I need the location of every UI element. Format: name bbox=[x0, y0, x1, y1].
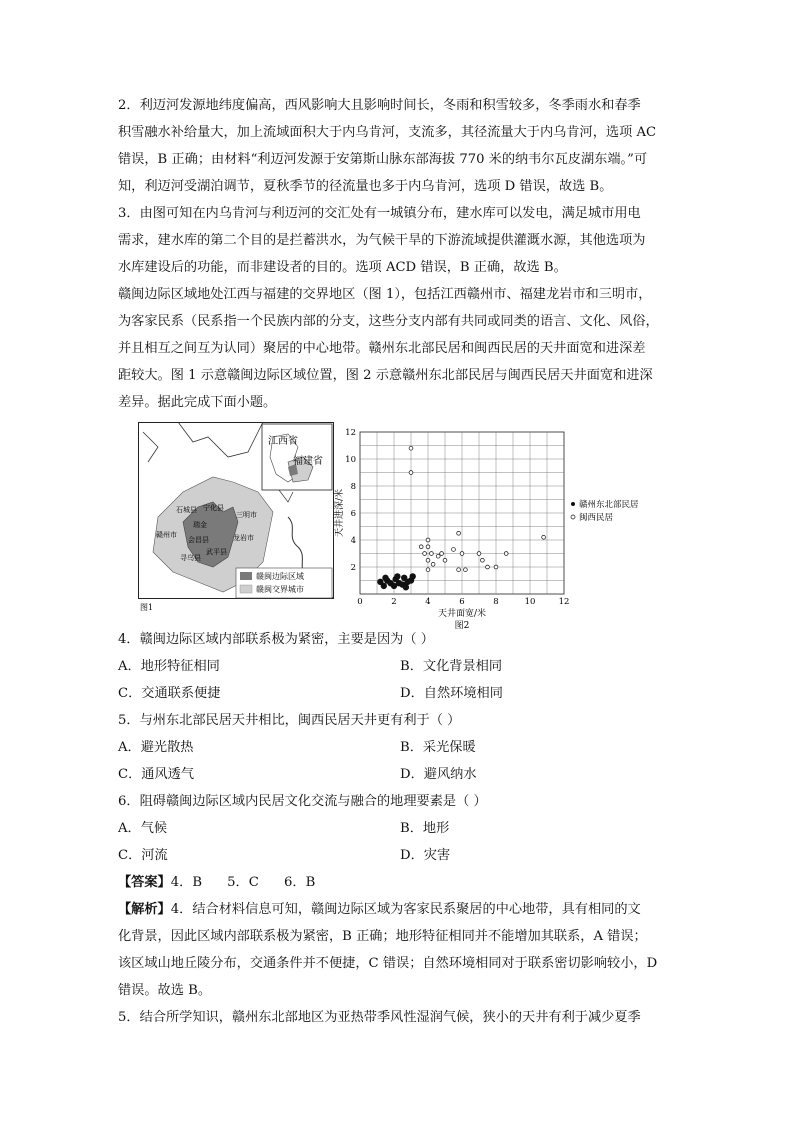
legend-marker-hollow bbox=[571, 515, 575, 519]
map-label: 三明市 bbox=[236, 511, 257, 519]
x-tick-label: 2 bbox=[391, 597, 397, 607]
point-minxi bbox=[426, 558, 430, 562]
y-tick-label: 2 bbox=[350, 563, 356, 573]
x-tick-label: 8 bbox=[493, 597, 499, 607]
option-d: D．自然环境相同 bbox=[400, 686, 503, 701]
text-line: 为客家民系（民系指一个民族内部的分支，这些分支内部有共同或同类的语言、文化、风俗， bbox=[118, 314, 659, 329]
text-line: 5．结合所学知识，赣州东北部地区为亚热带季风性湿润气候，狭小的天井有利于减少夏季 bbox=[118, 1010, 641, 1025]
figure-caption: 图1 bbox=[140, 603, 154, 612]
option-row bbox=[118, 653, 678, 680]
x-tick-labels bbox=[357, 597, 569, 607]
scatter-chart bbox=[334, 422, 678, 631]
map-label: 宁化县 bbox=[203, 504, 224, 512]
point-ganzhou bbox=[382, 575, 388, 581]
point-minxi bbox=[460, 552, 464, 556]
option-a: A．避光散热 bbox=[118, 740, 194, 755]
text-line: 错误。故选 B。 bbox=[118, 983, 212, 998]
point-minxi bbox=[494, 565, 498, 569]
explanation-3 bbox=[118, 200, 678, 281]
question-5 bbox=[118, 707, 678, 788]
text-line: 知，利迈河受湖泊调节，夏秋季节的径流量也多于内乌肯河，选项 D 错误，故选 B。 bbox=[118, 179, 613, 194]
legend-label: 赣州东北部民居 bbox=[579, 500, 639, 510]
point-minxi bbox=[477, 552, 481, 556]
map-label: 龙岩市 bbox=[233, 534, 254, 542]
option-row bbox=[118, 815, 678, 842]
option-row bbox=[118, 761, 678, 788]
option-d: D．灾害 bbox=[400, 848, 451, 863]
point-minxi bbox=[464, 568, 468, 572]
y-axis-label: 天井进深/米 bbox=[335, 488, 345, 537]
question-stem: 6．阻碍赣闽边际区域内民居文化交流与融合的地理要素是（ ） bbox=[118, 794, 487, 809]
text-line: 距较大。图 1 示意赣闽边际区域位置，图 2 示意赣州东北部民居与闽西民居天井面宽和进深 bbox=[118, 368, 653, 383]
y-tick-labels bbox=[345, 428, 356, 573]
data-points bbox=[377, 446, 545, 590]
point-minxi bbox=[504, 552, 508, 556]
point-minxi bbox=[430, 552, 434, 556]
inset-label: 福建省 bbox=[293, 456, 323, 467]
question-stem: 4．赣闽边际区域内部联系极为紧密，主要是因为（ ） bbox=[118, 632, 434, 647]
question-4 bbox=[118, 626, 678, 707]
legend-label: 赣闽边际区域 bbox=[256, 572, 304, 581]
text-line: 赣闽边际区域地处江西与福建的交界地区（图 1），包括江西赣州市、福建龙岩市和三明市， bbox=[118, 287, 652, 302]
answer-line bbox=[118, 869, 678, 896]
y-tick-label: 8 bbox=[350, 482, 356, 492]
map-label: 寻乌县 bbox=[180, 554, 201, 562]
map-label: 赣州市 bbox=[156, 531, 177, 539]
option-row bbox=[118, 680, 678, 707]
point-minxi bbox=[452, 548, 456, 552]
option-c: C．通风透气 bbox=[118, 767, 195, 782]
figure-caption: 图2 bbox=[454, 621, 470, 631]
material-paragraph bbox=[118, 281, 678, 416]
point-minxi bbox=[436, 554, 440, 558]
y-tick-label: 12 bbox=[345, 428, 356, 438]
point-ganzhou bbox=[403, 584, 409, 590]
point-minxi bbox=[419, 545, 423, 549]
y-tick-label: 10 bbox=[345, 455, 356, 465]
map-label: 石城县 bbox=[176, 506, 197, 514]
text-line: 积雪融水补给量大，加上流域面积大于内乌肯河，支流多，其径流量大于内乌肯河，选项 AC bbox=[118, 125, 657, 140]
y-tick-label: 4 bbox=[350, 536, 356, 546]
analysis-label: 【解析】 bbox=[118, 902, 171, 917]
map-label: 武平县 bbox=[206, 548, 227, 556]
document-page bbox=[118, 92, 678, 1031]
map-label: 会昌县 bbox=[188, 536, 209, 544]
y-tick-label: 6 bbox=[350, 509, 356, 519]
option-d: D．避风纳水 bbox=[400, 767, 477, 782]
inset-label: 江西省 bbox=[268, 436, 298, 447]
x-tick-label: 4 bbox=[425, 597, 431, 607]
point-minxi bbox=[409, 446, 413, 450]
point-minxi bbox=[443, 558, 447, 562]
option-b: B．文化背景相同 bbox=[400, 659, 503, 674]
x-tick-label: 6 bbox=[459, 597, 465, 607]
point-minxi bbox=[486, 565, 490, 569]
map-label: 瑞金 bbox=[193, 521, 207, 529]
point-minxi bbox=[426, 568, 430, 572]
x-tick-label: 10 bbox=[524, 597, 536, 607]
legend-label: 闽西民居 bbox=[579, 513, 614, 523]
text-line: 该区域山地丘陵分布，交通条件并不便捷，C 错误；自然环境相同对于联系密切影响较小，D bbox=[118, 956, 658, 971]
text-line: 差异。据此完成下面小题。 bbox=[118, 395, 277, 410]
chart-legend bbox=[571, 499, 639, 523]
figures bbox=[118, 422, 678, 631]
point-ganzhou bbox=[381, 583, 387, 589]
text-line: 3．由图可知在内乌肯河与利迈河的交汇处有一城镇分布，建水库可以发电，满足城市用电 bbox=[118, 206, 641, 221]
option-c: C．河流 bbox=[118, 848, 168, 863]
option-a: A．地形特征相同 bbox=[118, 659, 220, 674]
analysis bbox=[118, 896, 678, 1031]
chart-grid bbox=[360, 432, 564, 594]
text-line: 4．结合材料信息可知，赣闽边际区域为客家民系聚居的中心地带，具有相同的文 bbox=[170, 902, 641, 917]
text-line: 错误，B 正确；由材料“利迈河发源于安第斯山脉东部海拔 770 米的纳韦尔瓦皮湖东端。”可 bbox=[118, 152, 648, 167]
option-a: A．气候 bbox=[118, 821, 168, 836]
x-tick-label: 0 bbox=[357, 597, 363, 607]
text-line: 并且相互之间互为认同）聚居的中心地带。赣州东北部民居和闽西民居的天井面宽和进深差 bbox=[118, 341, 646, 356]
text-line: 水库建设后的功能，而非建设者的目的。选项 ACD 错误，B 正确，故选 B。 bbox=[118, 260, 567, 275]
question-6 bbox=[118, 788, 678, 869]
point-ganzhou bbox=[410, 573, 416, 579]
point-ganzhou bbox=[394, 573, 400, 579]
point-minxi bbox=[426, 545, 430, 549]
region-map bbox=[138, 422, 334, 612]
legend-label: 赣闽交界城市 bbox=[256, 585, 304, 594]
point-minxi bbox=[423, 552, 427, 556]
answer-label: 【答案】 bbox=[118, 875, 171, 890]
point-minxi bbox=[440, 552, 444, 556]
option-row bbox=[118, 734, 678, 761]
point-minxi bbox=[426, 538, 430, 542]
text-line: 需求，建水库的第二个目的是拦蓄洪水，为气候干旱的下游流域提供灌溉水源，其他选项为 bbox=[118, 233, 646, 248]
text-line: 2．利迈河发源地纬度偏高，西风影响大且影响时间长，冬雨和积雪较多，冬季雨水和春季 bbox=[118, 98, 641, 113]
option-b: B．地形 bbox=[400, 821, 450, 836]
point-minxi bbox=[542, 535, 546, 539]
legend-marker-filled bbox=[571, 502, 575, 506]
point-minxi bbox=[431, 562, 435, 566]
explanation-2 bbox=[118, 92, 678, 200]
question-stem: 5．与州东北部民居天井相比，闽西民居天井更有利于（ ） bbox=[118, 713, 461, 728]
point-minxi bbox=[457, 568, 461, 572]
option-b: B．采光保暖 bbox=[400, 740, 476, 755]
option-c: C．交通联系便捷 bbox=[118, 686, 221, 701]
point-minxi bbox=[481, 558, 485, 562]
point-minxi bbox=[457, 531, 461, 535]
x-axis-label: 天井面宽/米 bbox=[437, 609, 487, 619]
point-minxi bbox=[409, 471, 413, 475]
answer-text: 4．B 5．C 6．B bbox=[170, 875, 316, 890]
option-row bbox=[118, 842, 678, 869]
x-tick-label: 12 bbox=[558, 597, 570, 607]
text-line: 化背景，因此区域内部联系极为紧密，B 正确；地形特征相同并不能增加其联系，A 错误； bbox=[118, 929, 647, 944]
